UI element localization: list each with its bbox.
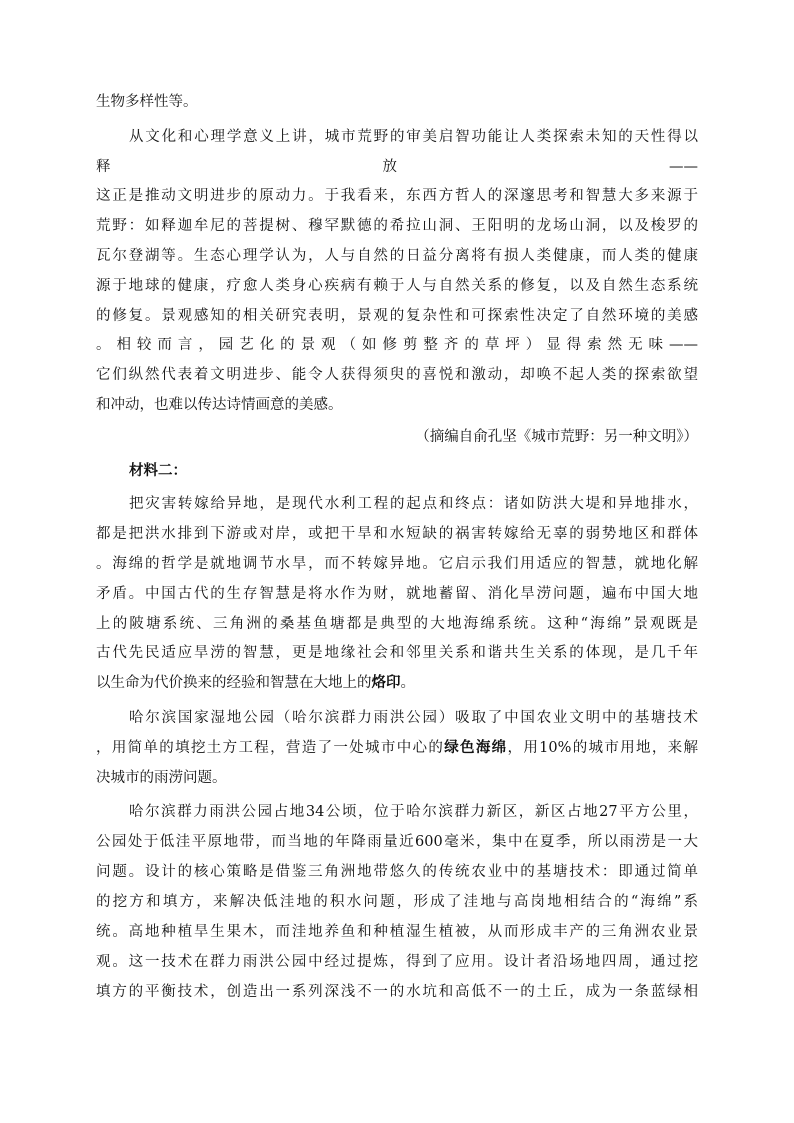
text-line: 填方的平衡技术，创造出一系列深浅不一的水坑和高低不一的土丘，成为一条蓝绿相 (96, 984, 698, 1000)
text-line: 从文化和心理学意义上讲，城市荒野的审美启智功能让人类探索未知的天性得以 (129, 129, 698, 145)
emphasis-text: 烙印 (371, 674, 401, 691)
text-line: 的修复。景观感知的相关研究表明，景观的复杂性和可探索性决定了自然环境的美感 (96, 308, 698, 324)
source-citation: （摘编自俞孔坚《城市荒野：另一种文明》） (415, 429, 698, 445)
text-line: 的挖方和填方，来解决低洼地的积水问题，形成了洼地与高岗地相结合的“海绵”系 (96, 894, 698, 910)
text-line (96, 156, 698, 178)
text-line: 决城市的雨涝问题。 (96, 770, 227, 786)
text-line: 。海绵的哲学是就地调节水旱，而不转嫁异地。它启示我们用适应的智慧，就地化解 (96, 556, 698, 572)
text-line: 源于地球的健康，疗愈人类身心疾病有赖于人与自然关系的修复，以及自然生态系统 (96, 278, 698, 294)
text-fragment: ，用10%的城市用地，来解 (507, 740, 699, 756)
section-heading: 材料二： (129, 462, 187, 479)
text-line: 和冲动，也难以传达诗情画意的美感。 (96, 397, 343, 413)
text-line: 观。这一技术在群力雨洪公园中经过提炼，得到了应用。设计者沿场地四周，通过挖 (96, 954, 698, 970)
text-line: 古代先民适应旱涝的智慧，更是地缘社会和邻里关系和谐共生关系的体现，是几千年 (96, 645, 698, 661)
text-fragment: ，用简单的填挖土方工程，营造了一处城市中心的 (96, 740, 445, 756)
text-fragment: 以生命为代价换来的经验和智慧在大地上的 (96, 675, 372, 691)
text-line: 生物多样性等。 (96, 94, 198, 110)
text-fragment: —— (669, 159, 698, 175)
text-line: 。相较而言，园艺化的景观（如修剪整齐的草坪）显得索然无味—— (96, 337, 698, 353)
text-fragment: 放 (382, 159, 397, 175)
text-line: 荒野：如释迦牟尼的菩提树、穆罕默德的希拉山洞、王阳明的龙场山洞，以及梭罗的 (96, 218, 698, 234)
text-line (96, 737, 698, 759)
text-line: 哈尔滨国家湿地公园（哈尔滨群力雨洪公园）吸取了中国农业文明中的基塘技术 (129, 710, 698, 726)
text-line: 公园处于低洼平原地带，而当地的年降雨量近600毫米，集中在夏季，所以雨涝是一大 (96, 834, 698, 850)
emphasis-text: 绿色海绵 (444, 739, 508, 756)
text-line: 把灾害转嫁给异地，是现代水利工程的起点和终点：诸如防洪大堤和异地排水， (129, 496, 698, 512)
text-line: 问题。设计的核心策略是借鉴三角洲地带悠久的传统农业中的基塘技术：即通过简单 (96, 864, 698, 880)
text-line: 都是把洪水排到下游或对岸，或把干旱和水短缺的祸害转嫁给无辜的弱势地区和群体 (96, 526, 698, 542)
text-line: 矛盾。中国古代的生存智慧是将水作为财，就地蓄留、消化旱涝问题，遍布中国大地 (96, 586, 698, 602)
text-line: 统。高地种植旱生果木，而洼地养鱼和种植湿生植被，从而形成丰产的三角洲农业景 (96, 924, 698, 940)
text-fragment: 释 (96, 159, 111, 175)
text-line: 哈尔滨群力雨洪公园占地34公顷，位于哈尔滨群力新区，新区占地27平方公里， (129, 804, 698, 820)
text-line: 瓦尔登湖等。生态心理学认为，人与自然的日益分离将有损人类健康，而人类的健康 (96, 248, 698, 264)
text-fragment: 。 (400, 675, 415, 691)
text-line: 这正是推动文明进步的原动力。于我看来，东西方哲人的深邃思考和智慧大多来源于 (96, 188, 698, 204)
text-line: 它们纵然代表着文明进步、能令人获得须臾的喜悦和激动，却唤不起人类的探索欲望 (96, 367, 698, 383)
text-line (96, 672, 698, 694)
text-line: 上的陂塘系统、三角洲的桑基鱼塘都是典型的大地海绵系统。这种“海绵”景观既是 (96, 616, 698, 632)
